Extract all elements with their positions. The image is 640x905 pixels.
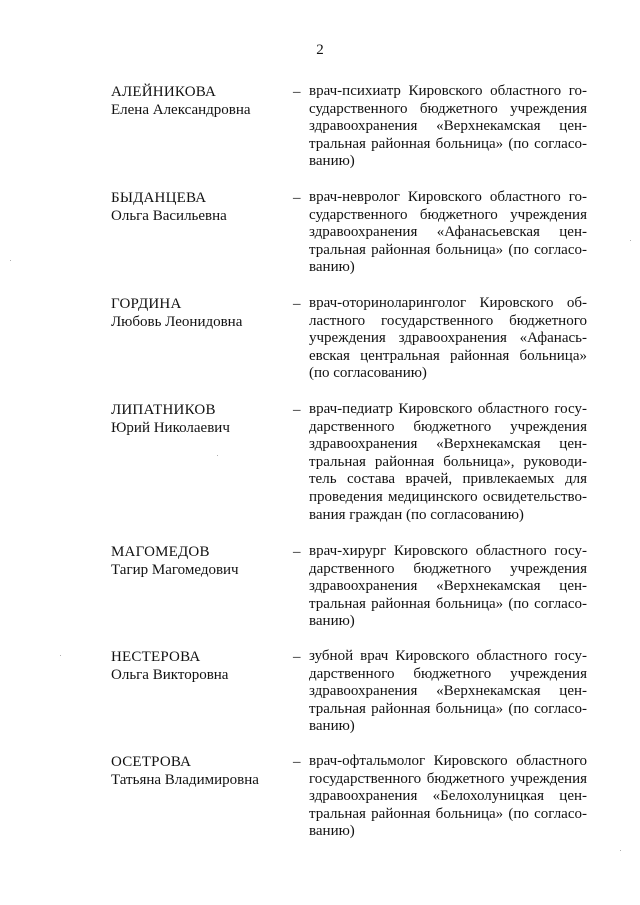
member-name [111, 753, 291, 789]
member-name [111, 401, 291, 437]
position-line: врач-хирург Кировского областного госу- [309, 543, 587, 559]
position-line: дарственного бюджетного учреждения [309, 665, 587, 682]
position-line: ванию) [309, 718, 355, 735]
member-name [111, 83, 291, 119]
position-line: проведения медицинского освидетельство- [309, 488, 587, 505]
member-given-names: Тагир Магомедович [111, 562, 239, 578]
separator-dash: – [293, 754, 301, 770]
scan-speck [630, 240, 631, 241]
scan-speck [10, 260, 11, 261]
position-line: врач-оториноларинголог Кировского об- [309, 295, 587, 311]
member-position [309, 648, 587, 736]
position-line: (по согласованию) [309, 365, 427, 382]
position-line: тель состава врачей, привлекаемых для [309, 471, 587, 488]
page-number: 2 [316, 42, 324, 58]
position-line: дарственного бюджетного учреждения [309, 418, 587, 435]
position-line: ванию) [309, 823, 355, 840]
member-given-names: Любовь Леонидовна [111, 314, 243, 330]
position-line: евская центральная районная больница» [309, 347, 587, 364]
position-line: здравоохранения «Верхнекамская цен- [309, 118, 587, 135]
member-name [111, 189, 291, 225]
member-given-names: Ольга Викторовна [111, 667, 229, 683]
position-line: здравоохранения «Верхнекамская цен- [309, 683, 587, 700]
position-line: врач-педиатр Кировского областного госу- [309, 401, 587, 417]
position-line: ванию) [309, 153, 355, 170]
member-given-names: Елена Александровна [111, 102, 251, 118]
member-surname: МАГОМЕДОВ [111, 544, 210, 560]
separator-dash: – [293, 84, 301, 100]
position-line: дарственного бюджетного учреждения [309, 560, 587, 577]
position-line: врач-невролог Кировского областного го- [309, 189, 587, 205]
member-name [111, 543, 291, 579]
scan-speck [620, 850, 621, 851]
member-surname: ОСЕТРОВА [111, 754, 192, 770]
member-surname: БЫДАНЦЕВА [111, 190, 207, 206]
position-line: тральная районная больница», руководи- [309, 453, 587, 470]
member-position [309, 753, 587, 841]
member-position [309, 83, 587, 171]
member-surname: НЕСТЕРОВА [111, 649, 201, 665]
member-surname: ЛИПАТНИКОВ [111, 402, 216, 418]
member-given-names: Татьяна Владимировна [111, 772, 259, 788]
separator-dash: – [293, 649, 301, 665]
position-line: здравоохранения «Верхнекамская цен- [309, 436, 587, 453]
separator-dash: – [293, 544, 301, 560]
position-line: сударственного бюджетного учреждения [309, 206, 587, 223]
separator-dash: – [293, 190, 301, 206]
position-line: государственного бюджетного учреждения [309, 770, 587, 787]
position-line: тральная районная больница» (по согласо- [309, 805, 587, 822]
position-line: здравоохранения «Верхнекамская цен- [309, 578, 587, 595]
member-surname: ГОРДИНА [111, 296, 182, 312]
scan-speck [60, 655, 61, 656]
position-line: здравоохранения «Белохолуницкая цен- [309, 788, 587, 805]
separator-dash: – [293, 402, 301, 418]
member-position [309, 295, 587, 383]
position-line: тральная районная больница» (по согласо- [309, 135, 587, 152]
member-position [309, 543, 587, 631]
position-line: учреждения здравоохранения «Афанась- [309, 330, 587, 347]
scan-speck [217, 455, 218, 456]
member-position [309, 189, 587, 277]
position-line: сударственного бюджетного учреждения [309, 100, 587, 117]
member-surname: АЛЕЙНИКОВА [111, 84, 217, 100]
separator-dash: – [293, 296, 301, 312]
position-line: здравоохранения «Афанасьевская цен- [309, 224, 587, 241]
position-line: тральная районная больница» (по согласо- [309, 241, 587, 258]
position-line: вания граждан (по согласованию) [309, 506, 524, 523]
position-line: ванию) [309, 259, 355, 276]
position-line: врач-психиатр Кировского областного го- [309, 83, 587, 99]
member-given-names: Юрий Николаевич [111, 420, 230, 436]
position-line: врач-офтальмолог Кировского областного [309, 753, 587, 769]
position-line: ластного государственного бюджетного [309, 312, 587, 329]
position-line: зубной врач Кировского областного госу- [309, 648, 587, 664]
member-position [309, 401, 587, 524]
position-line: ванию) [309, 613, 355, 630]
member-given-names: Ольга Васильевна [111, 208, 227, 224]
member-name [111, 295, 291, 331]
member-name [111, 648, 291, 684]
position-line: тральная районная больница» (по согласо- [309, 595, 587, 612]
position-line: тральная районная больница» (по согласо- [309, 700, 587, 717]
